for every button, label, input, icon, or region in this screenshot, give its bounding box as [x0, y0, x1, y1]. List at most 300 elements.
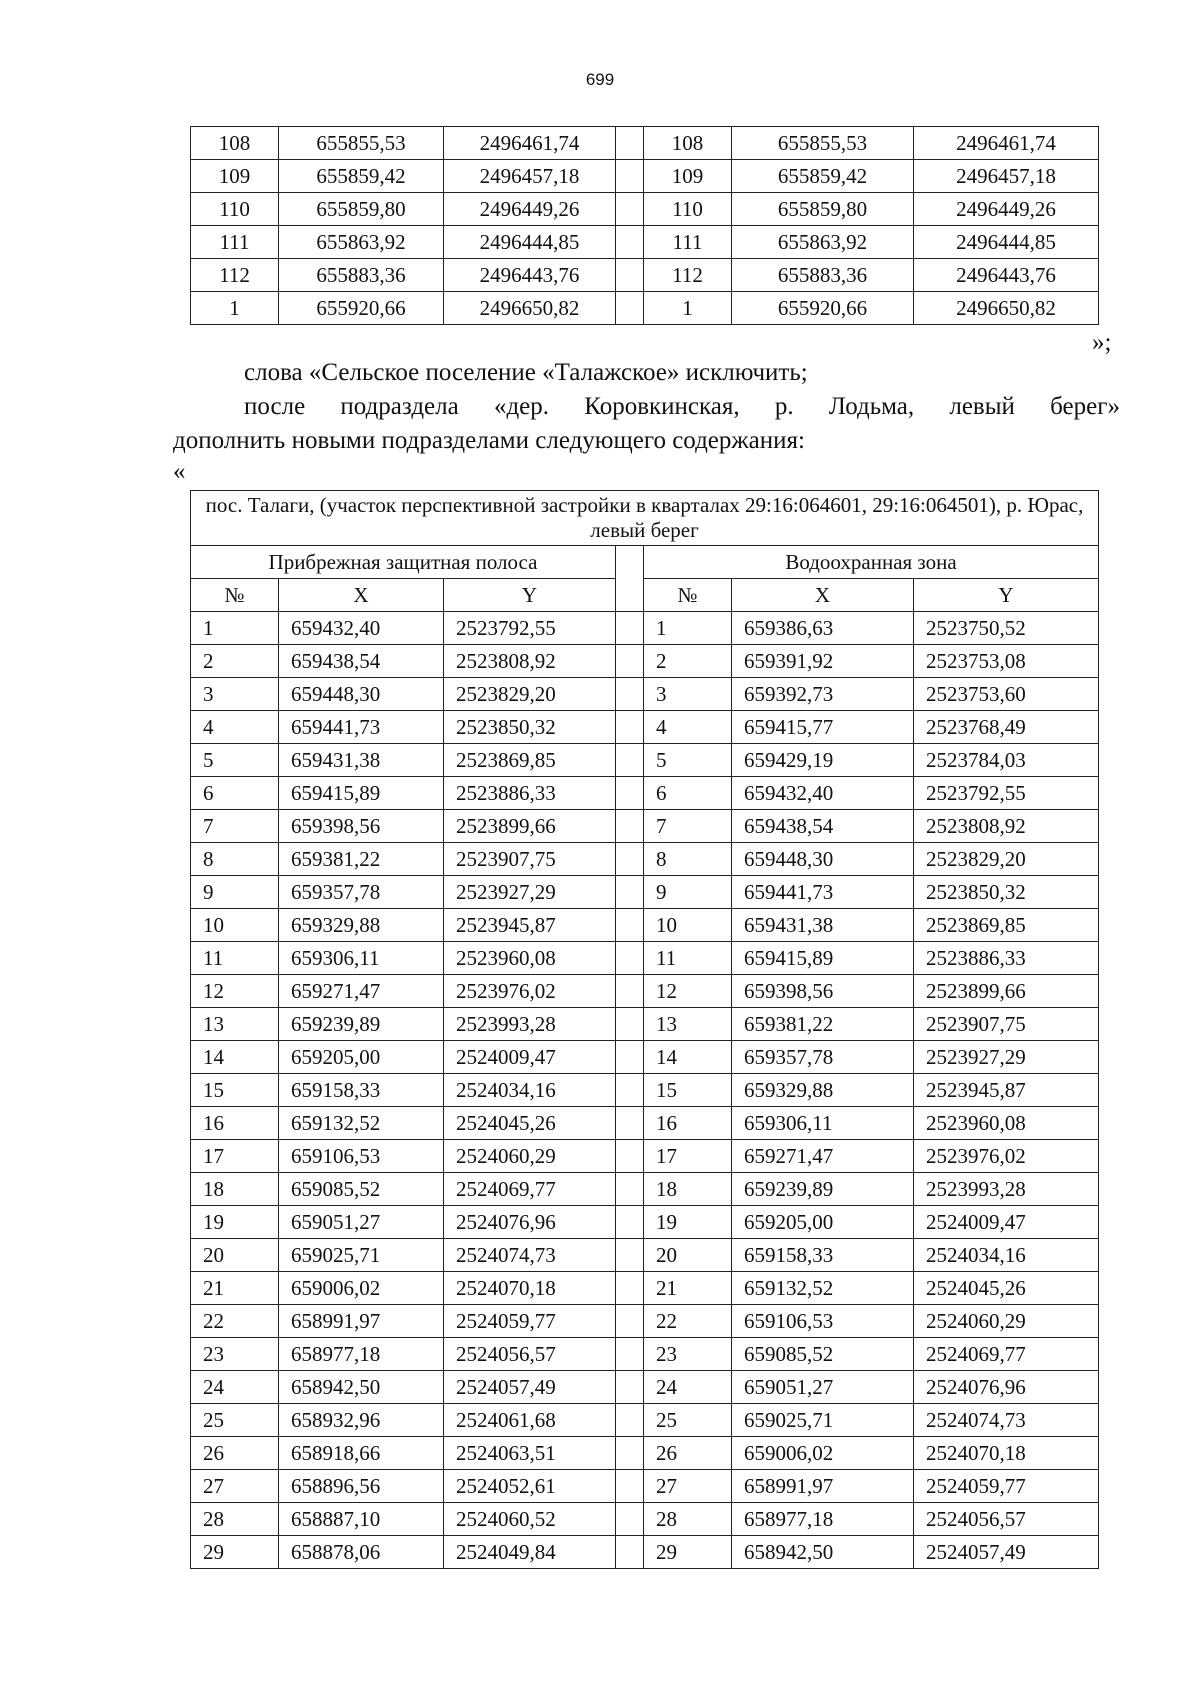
gap-cell — [616, 1041, 644, 1074]
table-cell: 3 — [191, 678, 279, 711]
table-cell: 2523850,32 — [444, 711, 616, 744]
table-cell: 659025,71 — [279, 1239, 444, 1272]
table-row — [191, 909, 1099, 942]
table-cell: 655863,92 — [732, 226, 914, 259]
table-cell: 29 — [191, 1536, 279, 1569]
table-cell: 2524074,73 — [914, 1404, 1099, 1437]
table-cell: 658977,18 — [279, 1338, 444, 1371]
gap-cell — [616, 1305, 644, 1338]
table-row — [191, 1239, 1099, 1272]
coordinates-table-talagi — [190, 490, 1099, 1569]
table-cell: 2524057,49 — [914, 1536, 1099, 1569]
table-cell: 659392,73 — [732, 678, 914, 711]
table-cell: 659391,92 — [732, 645, 914, 678]
table-cell: 655855,53 — [279, 127, 444, 160]
table-cell: 1 — [191, 292, 279, 325]
table-cell: 655883,36 — [732, 259, 914, 292]
table-row — [191, 1074, 1099, 1107]
table-cell: 655863,92 — [279, 226, 444, 259]
table-cell: 15 — [644, 1074, 732, 1107]
column-header: X — [279, 579, 444, 612]
table-cell: 659431,38 — [732, 909, 914, 942]
table-cell: 659438,54 — [732, 810, 914, 843]
table-cell: 2524059,77 — [444, 1305, 616, 1338]
table-cell: 659106,53 — [279, 1140, 444, 1173]
table-cell: 27 — [191, 1470, 279, 1503]
table-cell: 658991,97 — [732, 1470, 914, 1503]
table-cell: 19 — [191, 1206, 279, 1239]
table-cell: 2523899,66 — [914, 975, 1099, 1008]
table-cell: 659386,63 — [732, 612, 914, 645]
table-cell: 659329,88 — [279, 909, 444, 942]
table-cell: 16 — [644, 1107, 732, 1140]
coastal-strip-header: Прибрежная защитная полоса — [191, 546, 616, 579]
table-row — [191, 226, 1099, 259]
table-cell: 25 — [191, 1404, 279, 1437]
table-row — [191, 1041, 1099, 1074]
table-cell: 659205,00 — [279, 1041, 444, 1074]
column-header: Y — [914, 579, 1099, 612]
table-cell: 22 — [191, 1305, 279, 1338]
table-cell: 658942,50 — [732, 1536, 914, 1569]
table-cell: 2523993,28 — [914, 1173, 1099, 1206]
table-cell: 13 — [191, 1008, 279, 1041]
table-cell: 658918,66 — [279, 1437, 444, 1470]
table-cell: 659106,53 — [732, 1305, 914, 1338]
table-row — [191, 645, 1099, 678]
gap-cell — [616, 193, 644, 226]
table-cell: 10 — [644, 909, 732, 942]
table-cell: 28 — [191, 1503, 279, 1536]
gap-cell — [616, 777, 644, 810]
table-cell: 2523976,02 — [444, 975, 616, 1008]
table-row — [191, 843, 1099, 876]
table-cell: 26 — [191, 1437, 279, 1470]
table-cell: 655883,36 — [279, 259, 444, 292]
table-cell: 2523976,02 — [914, 1140, 1099, 1173]
table-row — [191, 127, 1099, 160]
column-header: № — [644, 579, 732, 612]
table-cell: 2523960,08 — [914, 1107, 1099, 1140]
table-cell: 2523886,33 — [444, 777, 616, 810]
table-cell: 111 — [644, 226, 732, 259]
gap-cell — [616, 259, 644, 292]
table-cell: 8 — [644, 843, 732, 876]
table-row — [191, 1140, 1099, 1173]
gap-cell — [616, 546, 644, 612]
table-cell: 2523993,28 — [444, 1008, 616, 1041]
table-cell: 8 — [191, 843, 279, 876]
table-cell: 2524056,57 — [914, 1503, 1099, 1536]
table-title: пос. Талаги, (участок перспективной застройки в кварталах 29:16:064601, 29:16:064501), р. Юрас, левый берег — [191, 491, 1099, 546]
table-cell: 7 — [644, 810, 732, 843]
table-row — [191, 1338, 1099, 1371]
table-cell: 110 — [191, 193, 279, 226]
gap-cell — [616, 1338, 644, 1371]
table-cell: 2496449,26 — [444, 193, 616, 226]
table-cell: 655859,42 — [732, 160, 914, 193]
table-cell: 108 — [644, 127, 732, 160]
table-row — [191, 1008, 1099, 1041]
table-cell: 659432,40 — [732, 777, 914, 810]
table-cell: 659441,73 — [732, 876, 914, 909]
table-cell: 1 — [644, 612, 732, 645]
table-cell: 2524057,49 — [444, 1371, 616, 1404]
table-cell: 2524045,26 — [444, 1107, 616, 1140]
table-cell: 659448,30 — [732, 843, 914, 876]
gap-cell — [616, 645, 644, 678]
table-cell: 109 — [644, 160, 732, 193]
gap-cell — [616, 612, 644, 645]
table-cell: 2523808,92 — [444, 645, 616, 678]
table-cell: 25 — [644, 1404, 732, 1437]
table-cell: 2524076,96 — [444, 1206, 616, 1239]
column-header-row — [191, 579, 1099, 612]
table-row — [191, 1536, 1099, 1569]
table-row — [191, 1305, 1099, 1338]
table-cell: 9 — [191, 876, 279, 909]
table-cell: 2523945,87 — [914, 1074, 1099, 1107]
table-cell: 659329,88 — [732, 1074, 914, 1107]
table-cell: 2523945,87 — [444, 909, 616, 942]
table-cell: 659431,38 — [279, 744, 444, 777]
table-cell: 659205,00 — [732, 1206, 914, 1239]
table-cell: 659025,71 — [732, 1404, 914, 1437]
table-cell: 659381,22 — [279, 843, 444, 876]
table-row — [191, 1404, 1099, 1437]
paragraph-after-subsection: после подраздела «дер. Коровкинская, р. Лодьма, левый берег» — [244, 393, 1120, 420]
table-cell: 2524034,16 — [444, 1074, 616, 1107]
table-cell: 658887,10 — [279, 1503, 444, 1536]
gap-cell — [616, 1404, 644, 1437]
table-row — [191, 1206, 1099, 1239]
table-cell: 2524049,84 — [444, 1536, 616, 1569]
table-cell: 23 — [644, 1338, 732, 1371]
table-cell: 11 — [644, 942, 732, 975]
gap-cell — [616, 1206, 644, 1239]
table-cell: 659132,52 — [279, 1107, 444, 1140]
table-cell: 2523808,92 — [914, 810, 1099, 843]
table-cell: 16 — [191, 1107, 279, 1140]
table-cell: 2524076,96 — [914, 1371, 1099, 1404]
gap-cell — [616, 876, 644, 909]
table-cell: 2496457,18 — [914, 160, 1099, 193]
gap-cell — [616, 127, 644, 160]
table-cell: 14 — [644, 1041, 732, 1074]
table-cell: 2524074,73 — [444, 1239, 616, 1272]
table-cell: 655920,66 — [279, 292, 444, 325]
table-cell: 13 — [644, 1008, 732, 1041]
table-cell: 18 — [191, 1173, 279, 1206]
table-cell: 2 — [191, 645, 279, 678]
table-cell: 2523886,33 — [914, 942, 1099, 975]
table-cell: 659398,56 — [279, 810, 444, 843]
table-row — [191, 193, 1099, 226]
table-cell: 6 — [191, 777, 279, 810]
table-cell: 10 — [191, 909, 279, 942]
table-cell: 24 — [191, 1371, 279, 1404]
table-cell: 659051,27 — [279, 1206, 444, 1239]
table-cell: 24 — [644, 1371, 732, 1404]
coordinates-table-continuation — [190, 126, 1099, 325]
table-cell: 23 — [191, 1338, 279, 1371]
table-cell: 659006,02 — [732, 1437, 914, 1470]
table-cell: 659438,54 — [279, 645, 444, 678]
table-cell: 15 — [191, 1074, 279, 1107]
table-cell: 659381,22 — [732, 1008, 914, 1041]
table-cell: 27 — [644, 1470, 732, 1503]
table-row — [191, 876, 1099, 909]
table-cell: 658991,97 — [279, 1305, 444, 1338]
gap-cell — [616, 226, 644, 259]
table-cell: 2523927,29 — [444, 876, 616, 909]
table-cell: 9 — [644, 876, 732, 909]
table-cell: 110 — [644, 193, 732, 226]
table-cell: 2523907,75 — [444, 843, 616, 876]
table-cell: 112 — [644, 259, 732, 292]
table-cell: 659429,19 — [732, 744, 914, 777]
gap-cell — [616, 843, 644, 876]
table-cell: 112 — [191, 259, 279, 292]
table-row — [191, 259, 1099, 292]
gap-cell — [616, 1272, 644, 1305]
table-cell: 4 — [191, 711, 279, 744]
table-cell: 2524009,47 — [914, 1206, 1099, 1239]
column-header: X — [732, 579, 914, 612]
table-cell: 659006,02 — [279, 1272, 444, 1305]
table-row — [191, 777, 1099, 810]
table-cell: 659415,89 — [279, 777, 444, 810]
table-cell: 2524034,16 — [914, 1239, 1099, 1272]
table-cell: 20 — [191, 1239, 279, 1272]
gap-cell — [616, 744, 644, 777]
table-cell: 659306,11 — [279, 942, 444, 975]
table-cell: 655859,42 — [279, 160, 444, 193]
table-cell: 2524009,47 — [444, 1041, 616, 1074]
gap-cell — [616, 1470, 644, 1503]
table-cell: 2523792,55 — [914, 777, 1099, 810]
table-cell: 659357,78 — [279, 876, 444, 909]
table-row — [191, 942, 1099, 975]
table-cell: 2523869,85 — [914, 909, 1099, 942]
table-cell: 659239,89 — [279, 1008, 444, 1041]
table-row — [191, 1272, 1099, 1305]
table-cell: 2523792,55 — [444, 612, 616, 645]
table-cell: 658977,18 — [732, 1503, 914, 1536]
table-cell: 28 — [644, 1503, 732, 1536]
column-header: Y — [444, 579, 616, 612]
gap-cell — [616, 160, 644, 193]
table-cell: 658942,50 — [279, 1371, 444, 1404]
table-cell: 2523829,20 — [444, 678, 616, 711]
table-cell: 2496461,74 — [914, 127, 1099, 160]
table-cell: 2523907,75 — [914, 1008, 1099, 1041]
table-cell: 109 — [191, 160, 279, 193]
gap-cell — [616, 1503, 644, 1536]
table-cell: 2 — [644, 645, 732, 678]
table-cell: 2523850,32 — [914, 876, 1099, 909]
table-cell: 655859,80 — [279, 193, 444, 226]
table-cell: 659271,47 — [732, 1140, 914, 1173]
zone-header-row — [191, 546, 1099, 579]
table-cell: 659271,47 — [279, 975, 444, 1008]
table-cell: 2496650,82 — [444, 292, 616, 325]
gap-cell — [616, 292, 644, 325]
table-cell: 2524070,18 — [444, 1272, 616, 1305]
table-row — [191, 810, 1099, 843]
table-row — [191, 975, 1099, 1008]
table-cell: 5 — [191, 744, 279, 777]
table-row — [191, 1173, 1099, 1206]
gap-cell — [616, 975, 644, 1008]
table-row — [191, 292, 1099, 325]
table-cell: 659398,56 — [732, 975, 914, 1008]
table-cell: 1 — [644, 292, 732, 325]
table-title-row — [191, 491, 1099, 546]
gap-cell — [616, 1140, 644, 1173]
table-cell: 2524060,29 — [444, 1140, 616, 1173]
table-cell: 659415,89 — [732, 942, 914, 975]
table-cell: 2496444,85 — [914, 226, 1099, 259]
table-row — [191, 744, 1099, 777]
table-cell: 21 — [191, 1272, 279, 1305]
gap-cell — [616, 1536, 644, 1569]
table-cell: 659051,27 — [732, 1371, 914, 1404]
table-row — [191, 1470, 1099, 1503]
table-cell: 108 — [191, 127, 279, 160]
table-cell: 659306,11 — [732, 1107, 914, 1140]
table-cell: 22 — [644, 1305, 732, 1338]
table-cell: 655920,66 — [732, 292, 914, 325]
table-row — [191, 1437, 1099, 1470]
gap-cell — [616, 1239, 644, 1272]
table-row — [191, 1371, 1099, 1404]
table-row — [191, 612, 1099, 645]
table-cell: 2496443,76 — [914, 259, 1099, 292]
table-cell: 5 — [644, 744, 732, 777]
table-cell: 6 — [644, 777, 732, 810]
table-cell: 659239,89 — [732, 1173, 914, 1206]
table-cell: 2523927,29 — [914, 1041, 1099, 1074]
table-cell: 655855,53 — [732, 127, 914, 160]
table-cell: 659132,52 — [732, 1272, 914, 1305]
table-row — [191, 160, 1099, 193]
table-cell: 1 — [191, 612, 279, 645]
table-cell: 659158,33 — [732, 1239, 914, 1272]
table-cell: 2496444,85 — [444, 226, 616, 259]
table-cell: 659085,52 — [279, 1173, 444, 1206]
table-cell: 2523784,03 — [914, 744, 1099, 777]
column-header: № — [191, 579, 279, 612]
table-cell: 29 — [644, 1536, 732, 1569]
table-cell: 2524061,68 — [444, 1404, 616, 1437]
table-cell: 2523750,52 — [914, 612, 1099, 645]
table-cell: 2523899,66 — [444, 810, 616, 843]
table-cell: 21 — [644, 1272, 732, 1305]
table-cell: 655859,80 — [732, 193, 914, 226]
table-cell: 12 — [191, 975, 279, 1008]
table-cell: 3 — [644, 678, 732, 711]
table-cell: 2524060,29 — [914, 1305, 1099, 1338]
table-cell: 19 — [644, 1206, 732, 1239]
table-cell: 17 — [191, 1140, 279, 1173]
table-cell: 2496449,26 — [914, 193, 1099, 226]
table-cell: 659441,73 — [279, 711, 444, 744]
table-cell: 2496461,74 — [444, 127, 616, 160]
table-cell: 2524059,77 — [914, 1470, 1099, 1503]
table-cell: 2523829,20 — [914, 843, 1099, 876]
table-row — [191, 678, 1099, 711]
gap-cell — [616, 1371, 644, 1404]
gap-cell — [616, 678, 644, 711]
gap-cell — [616, 909, 644, 942]
table-cell: 659432,40 — [279, 612, 444, 645]
closing-quote: »; — [1092, 329, 1112, 356]
table-cell: 2524052,61 — [444, 1470, 616, 1503]
table-cell: 18 — [644, 1173, 732, 1206]
table-cell: 2523960,08 — [444, 942, 616, 975]
table-cell: 659448,30 — [279, 678, 444, 711]
table-cell: 111 — [191, 226, 279, 259]
table-cell: 2524063,51 — [444, 1437, 616, 1470]
table-cell: 2524070,18 — [914, 1437, 1099, 1470]
gap-cell — [616, 1008, 644, 1041]
table-cell: 7 — [191, 810, 279, 843]
table-cell: 26 — [644, 1437, 732, 1470]
table-cell: 659158,33 — [279, 1074, 444, 1107]
table-cell: 2524045,26 — [914, 1272, 1099, 1305]
table-row — [191, 711, 1099, 744]
table-cell: 20 — [644, 1239, 732, 1272]
table-cell: 12 — [644, 975, 732, 1008]
table-cell: 2523753,08 — [914, 645, 1099, 678]
table-cell: 2523869,85 — [444, 744, 616, 777]
water-protection-zone-header: Водоохранная зона — [644, 546, 1099, 579]
gap-cell — [616, 1074, 644, 1107]
table-cell: 17 — [644, 1140, 732, 1173]
table-cell: 4 — [644, 711, 732, 744]
table-cell: 659085,52 — [732, 1338, 914, 1371]
page-number: 699 — [585, 70, 615, 89]
table-row — [191, 1503, 1099, 1536]
table-cell: 2524069,77 — [914, 1338, 1099, 1371]
gap-cell — [616, 1173, 644, 1206]
table-cell: 2524060,52 — [444, 1503, 616, 1536]
gap-cell — [616, 810, 644, 843]
table-cell: 2496457,18 — [444, 160, 616, 193]
opening-quote: « — [173, 458, 186, 485]
paragraph-exclude: слова «Сельское поселение «Талажское» исключить; — [244, 359, 808, 386]
table-cell: 14 — [191, 1041, 279, 1074]
table-cell: 658878,06 — [279, 1536, 444, 1569]
gap-cell — [616, 942, 644, 975]
table-cell: 2523753,60 — [914, 678, 1099, 711]
table-cell: 11 — [191, 942, 279, 975]
table-cell: 659415,77 — [732, 711, 914, 744]
table-cell: 658932,96 — [279, 1404, 444, 1437]
table-cell: 2496443,76 — [444, 259, 616, 292]
paragraph-supplement: дополнить новыми подразделами следующего содержания: — [173, 427, 805, 454]
table-cell: 659357,78 — [732, 1041, 914, 1074]
table-cell: 2496650,82 — [914, 292, 1099, 325]
table-cell: 2524056,57 — [444, 1338, 616, 1371]
table-cell: 2524069,77 — [444, 1173, 616, 1206]
gap-cell — [616, 1107, 644, 1140]
table-cell: 2523768,49 — [914, 711, 1099, 744]
table-row — [191, 1107, 1099, 1140]
table-cell: 658896,56 — [279, 1470, 444, 1503]
gap-cell — [616, 1437, 644, 1470]
